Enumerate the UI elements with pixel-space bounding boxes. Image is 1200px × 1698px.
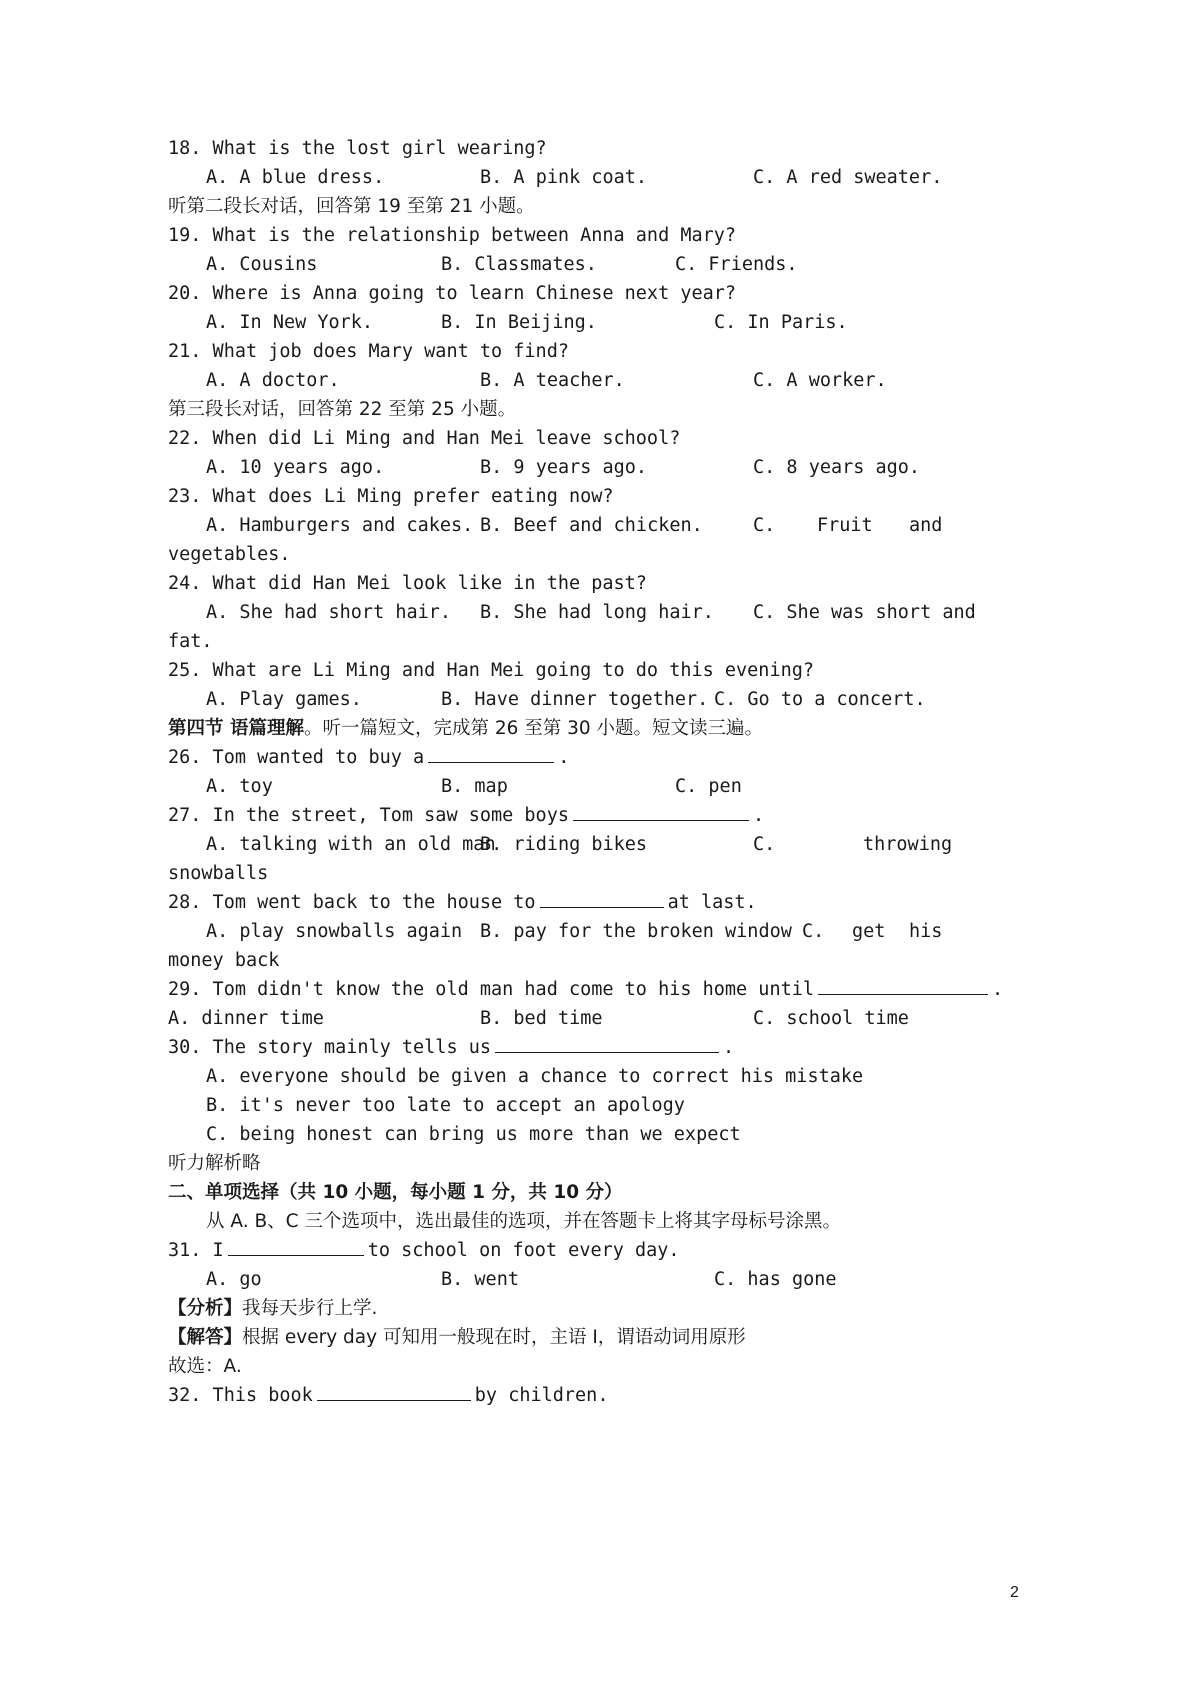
question-text: 28. Tom went back to the house to bbox=[168, 892, 536, 913]
answer-blank bbox=[573, 802, 749, 821]
option-continuation: vegetables. bbox=[168, 544, 291, 565]
option-c: get bbox=[852, 921, 886, 942]
option-b: B. Have dinner together. bbox=[441, 689, 709, 710]
option-a: A. 10 years ago. bbox=[206, 457, 385, 478]
options-21 bbox=[0, 365, 1200, 397]
option-a: A. A doctor. bbox=[206, 370, 340, 391]
analysis-label: 【分析】 bbox=[168, 1298, 243, 1319]
question-30: 30. The story mainly tells us . bbox=[0, 1032, 1200, 1064]
option-a: A. Play games. bbox=[206, 689, 362, 710]
options-24 bbox=[0, 597, 1200, 629]
option-c: C. school time bbox=[753, 1008, 909, 1029]
question-31: 31. I to school on foot every day. bbox=[0, 1235, 1200, 1267]
options-29 bbox=[0, 1003, 1200, 1035]
option-b: B. it's never too late to accept an apology bbox=[206, 1095, 685, 1116]
question-29: 29. Tom didn't know the old man had come to his home until . bbox=[0, 974, 1200, 1006]
question-32: 32. This book by children. bbox=[0, 1380, 1200, 1412]
option-c: C. bbox=[753, 515, 776, 536]
option-b: B. Beef and chicken. bbox=[480, 515, 703, 536]
question-text: 30. The story mainly tells us bbox=[168, 1037, 492, 1058]
options-19 bbox=[0, 249, 1200, 281]
option-c: C. A red sweater. bbox=[753, 167, 943, 188]
options-27 bbox=[0, 829, 1200, 861]
option-continuation: money back bbox=[168, 950, 280, 971]
option-c: Fruit bbox=[817, 515, 873, 536]
question-text: 29. Tom didn't know the old man had come to his home until bbox=[168, 979, 815, 1000]
option-c: C. Go to a concert. bbox=[714, 689, 926, 710]
question-24 bbox=[0, 568, 1200, 600]
answer-blank bbox=[818, 976, 988, 995]
options-23 bbox=[0, 510, 1200, 542]
option-b: B. pay for the broken window bbox=[480, 921, 792, 942]
question-text: 20. Where is Anna going to learn Chinese next year? bbox=[168, 283, 737, 304]
section-instruction: 听第二段长对话，回答第 19 至第 21 小题。 bbox=[168, 196, 535, 217]
question-text: 23. What does Li Ming prefer eating now? bbox=[168, 486, 614, 507]
options-18 bbox=[0, 162, 1200, 194]
option-continuation: snowballs bbox=[168, 863, 269, 884]
option-b-row bbox=[0, 1090, 1200, 1122]
question-22 bbox=[0, 423, 1200, 455]
option-c: C. bbox=[802, 921, 825, 942]
question-text: 22. When did Li Ming and Han Mei leave school? bbox=[168, 428, 681, 449]
section-instruction: 。听一篇短文，完成第 26 至第 30 小题。短文读三遍。 bbox=[303, 718, 764, 739]
option-c: C. A worker. bbox=[753, 370, 887, 391]
question-18 bbox=[0, 133, 1200, 165]
option-c: C. In Paris. bbox=[714, 312, 848, 333]
answer-blank bbox=[317, 1382, 471, 1401]
analysis-text: 我每天步行上学. bbox=[242, 1298, 378, 1319]
option-a: A. play snowballs again bbox=[206, 921, 463, 942]
question-text: 21. What job does Mary want to find? bbox=[168, 341, 569, 362]
option-c: C. pen bbox=[675, 776, 742, 797]
answer-blank bbox=[540, 889, 664, 908]
option-c: C. Friends. bbox=[675, 254, 798, 275]
options-25 bbox=[0, 684, 1200, 716]
option-b: B. went bbox=[441, 1269, 519, 1290]
option-b: B. She had long hair. bbox=[480, 602, 714, 623]
section-title: 第四节 语篇理解 bbox=[168, 718, 304, 739]
answer-blank bbox=[228, 1237, 364, 1256]
option-b: B. 9 years ago. bbox=[480, 457, 648, 478]
options-20 bbox=[0, 307, 1200, 339]
option-a: A. talking with an old man bbox=[206, 834, 496, 855]
option-continuation: fat. bbox=[168, 631, 213, 652]
analysis bbox=[0, 1293, 1200, 1325]
option-a-row bbox=[0, 1061, 1200, 1093]
option-b: B. In Beijing. bbox=[441, 312, 597, 333]
option-a: A. toy bbox=[206, 776, 273, 797]
options-22 bbox=[0, 452, 1200, 484]
question-text: 24. What did Han Mei look like in the past? bbox=[168, 573, 647, 594]
option-a: A. Hamburgers and cakes. bbox=[206, 515, 474, 536]
question-23 bbox=[0, 481, 1200, 513]
question-text: 25. What are Li Ming and Han Mei going to do this evening? bbox=[168, 660, 815, 681]
option-b: B. Classmates. bbox=[441, 254, 597, 275]
answer: 故选：A. bbox=[168, 1356, 242, 1377]
option-a: A. dinner time bbox=[168, 1008, 324, 1029]
answer-blank bbox=[495, 1034, 719, 1053]
question-20 bbox=[0, 278, 1200, 310]
option-b: B. A teacher. bbox=[480, 370, 625, 391]
option-b: B. riding bikes bbox=[480, 834, 648, 855]
listening-note: 听力解析略 bbox=[168, 1153, 261, 1174]
option-a: A. go bbox=[206, 1269, 262, 1290]
option-a: A. In New York. bbox=[206, 312, 374, 333]
option-a: A. everyone should be given a chance to correct his mistake bbox=[206, 1066, 864, 1087]
question-text: 19. What is the relationship between Anna and Mary? bbox=[168, 225, 737, 246]
option-a: A. A blue dress. bbox=[206, 167, 385, 188]
option-c: C. bbox=[753, 834, 776, 855]
answer-blank bbox=[428, 744, 554, 763]
option-a: A. Cousins bbox=[206, 254, 318, 275]
option-c: C. She was short and bbox=[753, 602, 976, 623]
part-instruction: 从 A. B、C 三个选项中，选出最佳的选项，并在答题卡上将其字母标号涂黑。 bbox=[206, 1211, 841, 1232]
page-number: 2 bbox=[1010, 1584, 1019, 1601]
part-heading bbox=[0, 1177, 1200, 1209]
question-28: 28. Tom went back to the house to at last. bbox=[0, 887, 1200, 919]
question-text: 31. I bbox=[168, 1240, 224, 1261]
option-c: throwing bbox=[863, 834, 953, 855]
question-text: 26. Tom wanted to buy a bbox=[168, 747, 425, 768]
section-heading bbox=[0, 713, 1200, 745]
option-c: and bbox=[909, 515, 943, 536]
options-28 bbox=[0, 916, 1200, 948]
question-27: 27. In the street, Tom saw some boys . bbox=[0, 800, 1200, 832]
option-b: B. map bbox=[441, 776, 508, 797]
question-text: 32. This book bbox=[168, 1385, 313, 1406]
question-19 bbox=[0, 220, 1200, 252]
question-text: 18. What is the lost girl wearing? bbox=[168, 138, 547, 159]
option-c-row bbox=[0, 1119, 1200, 1151]
question-26: 26. Tom wanted to buy a . bbox=[0, 742, 1200, 774]
solution-label: 【解答】 bbox=[168, 1327, 243, 1348]
option-c: his bbox=[909, 921, 943, 942]
section-instruction: 第三段长对话，回答第 22 至第 25 小题。 bbox=[168, 399, 517, 420]
solution-text: 根据 every day 可知用一般现在时，主语 I，谓语动词用原形 bbox=[242, 1327, 746, 1348]
options-26 bbox=[0, 771, 1200, 803]
options-31 bbox=[0, 1264, 1200, 1296]
option-c: C. 8 years ago. bbox=[753, 457, 921, 478]
question-25 bbox=[0, 655, 1200, 687]
option-c: C. being honest can bring us more than we expect bbox=[206, 1124, 741, 1145]
part-title: 二、单项选择（共 10 小题，每小题 1 分，共 10 分） bbox=[168, 1182, 623, 1203]
solution bbox=[0, 1322, 1200, 1354]
option-a: A. She had short hair. bbox=[206, 602, 452, 623]
question-21 bbox=[0, 336, 1200, 368]
question-text: 27. In the street, Tom saw some boys bbox=[168, 805, 569, 826]
option-b: B. A pink coat. bbox=[480, 167, 648, 188]
option-b: B. bed time bbox=[480, 1008, 603, 1029]
option-c: C. has gone bbox=[714, 1269, 837, 1290]
